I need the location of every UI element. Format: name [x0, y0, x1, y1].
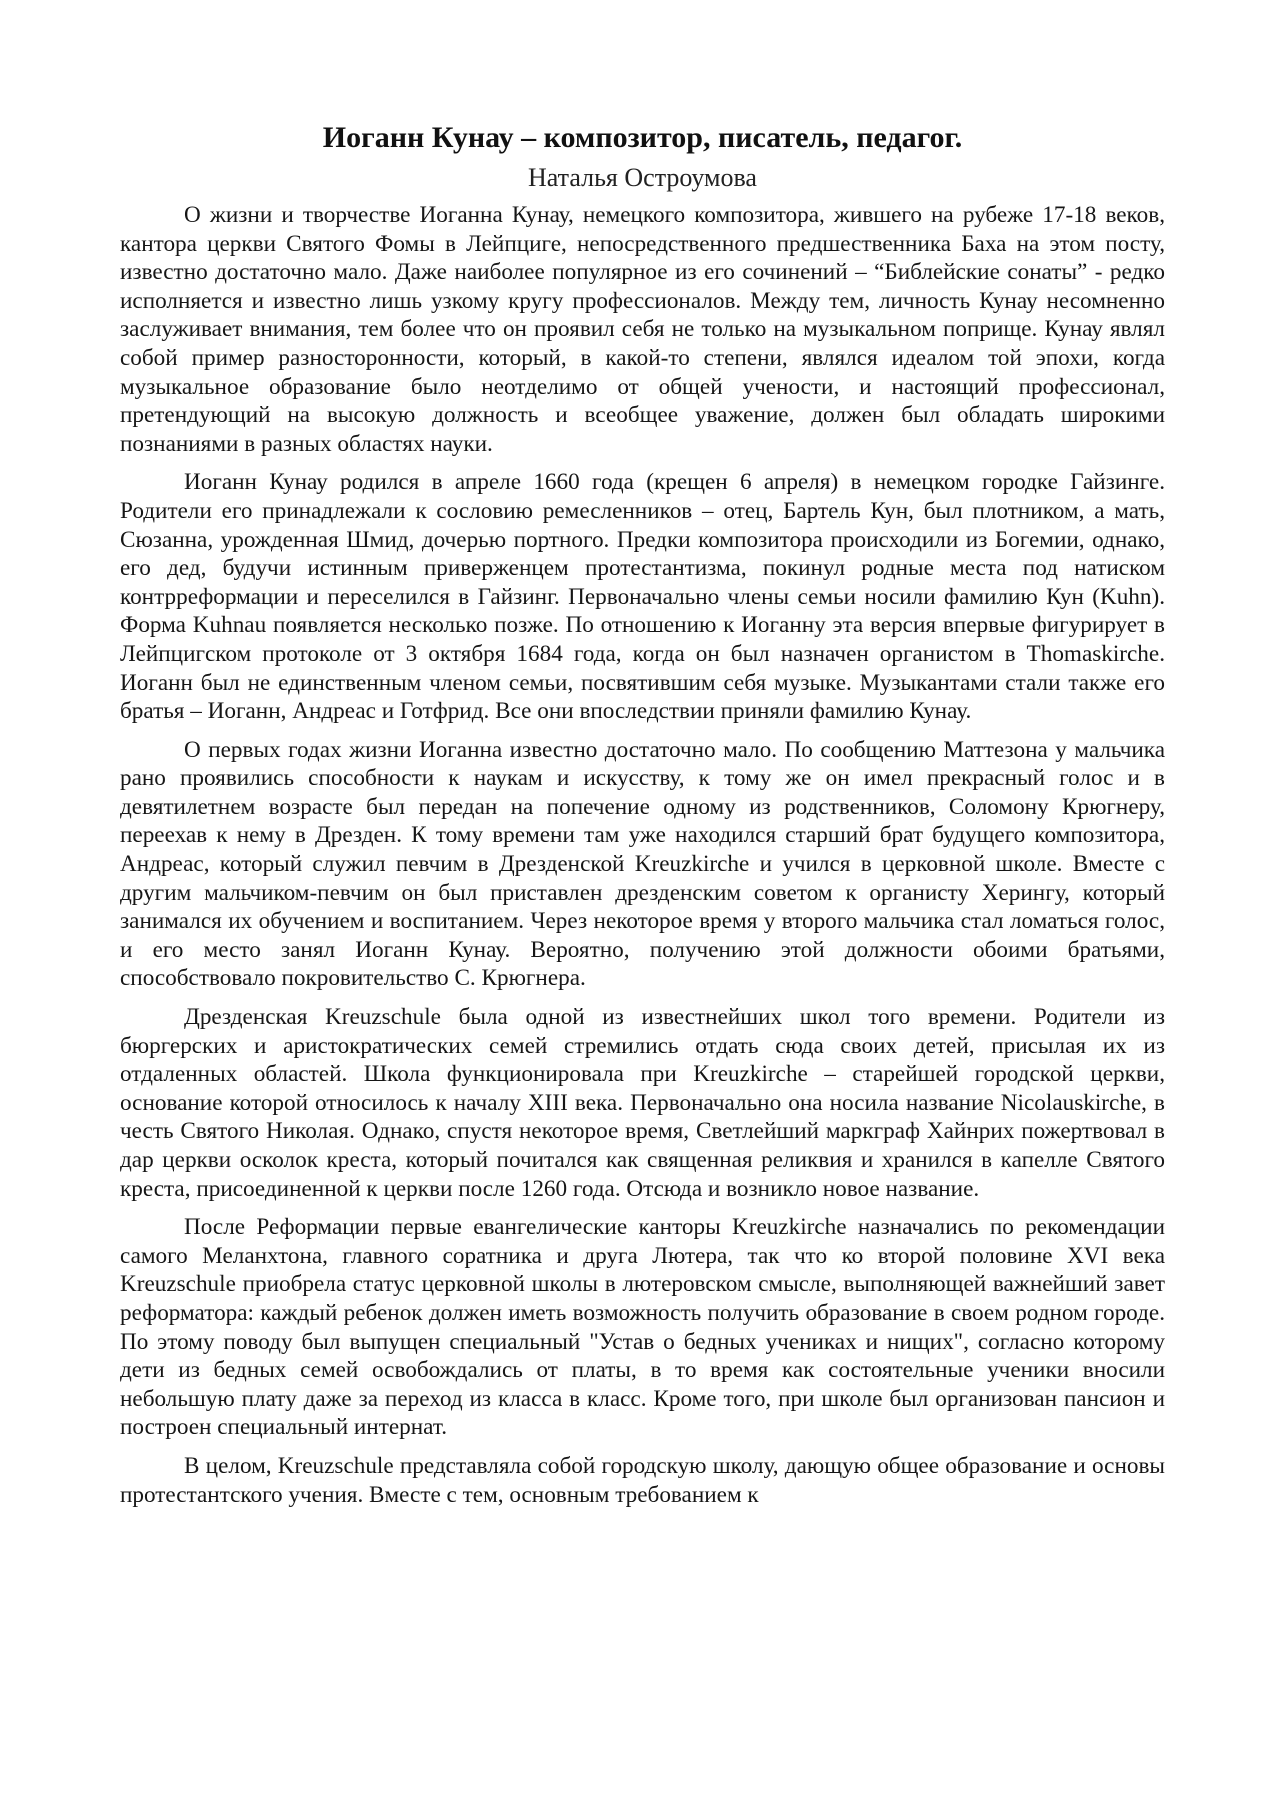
paragraph-4: Дрезденская Kreuzschule была одной из известнейших школ того времени. Родители из бюргерских и аристократических семей стремились отдать сюда своих детей, присылая их из отдаленных областей. Школа функционировала при Kreuzkirche – старейшей городской церкви, основание которой относилось к началу XIII века. Первоначально она носила название Nicolauskirche, в честь Святого Николая. Однако, спустя некоторое время, Светлейший маркграф Хайнрих пожертвовал в дар церкви осколок креста, который почитался как священная реликвия и хранился в капелле Святого креста, присоединенной к церкви после 1260 года. Отсюда и возникло новое название. [120, 1004, 1165, 1202]
document-title: Иоганн Кунау – композитор, писатель, педагог. [322, 121, 963, 154]
paragraph-1: О жизни и творчестве Иоганна Кунау, немецкого композитора, жившего на рубеже 17-18 веков, кантора церкви Святого Фомы в Лейпциге, непосредственного предшественника Баха на этом посту, известно достаточно мало. Даже наиболее популярное из его сочинений – “Библейские сонаты” - редко исполняется и известно лишь узкому кругу профессионалов. Между тем, личность Кунау несомненно заслуживает внимания, тем более что он проявил себя не только на музыкальном поприще. Кунау являл собой пример разносторонности, который, в какой-то степени, являлся идеалом той эпохи, когда музыкальное образование было неотделимо от общей учености, и настоящий профессионал, претендующий на высокую должность и всеобщее уважение, должен был обладать широкими познаниями в разных областях науки. [120, 202, 1165, 457]
paragraph-6: В целом, Kreuzschule представляла собой городскую школу, дающую общее образование и основы протестантского учения. Вместе с тем, основным требованием к [120, 1452, 1165, 1508]
author-name: Наталья Остроумова [528, 163, 757, 192]
document-body [120, 120, 1165, 1519]
paragraph-3: О первых годах жизни Иоганна известно достаточно мало. По сообщению Маттезона у мальчика рано проявились способности к наукам и искусству, к тому же он имел прекрасный голос и в девятилетнем возрасте был передан на попечение одному из родственников, Соломону Крюгнеру, переехав к нему в Дрезден. К тому времени там уже находился старший брат будущего композитора, Андреас, который служил певчим в Дрезденской Kreuzkirche и учился в церковной школе. Вместе с другим мальчиком-певчим он был приставлен дрезденским советом к органисту Херингу, который занимался их обучением и воспитанием. Через некоторое время у второго мальчика стал ломаться голос, и его место занял Иоганн Кунау. Вероятно, получению этой должности обоими братьями, способствовало покровительство С. Крюгнера. [120, 736, 1165, 992]
paragraph-5: После Реформации первые евангелические канторы Kreuzkirche назначались по рекомендации самого Меланхтона, главного соратника и друга Лютера, так что ко второй половине XVI века Kreuzschule приобрела статус церковной школы в лютеровском смысле, выполняющей важнейший завет реформатора: каждый ребенок должен иметь возможность получить образование в своем родном городе. По этому поводу был выпущен специальный "Устав о бедных учениках и нищих", согласно которому дети из бедных семей освобождались от платы, в то время как состоятельные ученики вносили небольшую плату даже за переход из класса в класс. Кроме того, при школе был организован пансион и построен специальный интернат. [120, 1214, 1165, 1441]
paragraph-2: Иоганн Кунау родился в апреле 1660 года (крещен 6 апреля) в немецком городке Гайзинге. Родители его принадлежали к сословию ремесленников – отец, Бартель Кун, был плотником, а мать, Сюзанна, урожденная Шмид, дочерью портного. Предки композитора происходили из Богемии, однако, его дед, будучи истинным приверженцем протестантизма, покинул родные места под натиском контрреформации и переселился в Гайзинг. Первоначально члены семьи носили фамилию Кун (Kuhn). Форма Kuhnau появляется несколько позже. По отношению к Иоганну эта версия впервые фигурирует в Лейпцигском протоколе от 3 октября 1684 года, когда он был назначен органистом в Thomaskirche. Иоганн был не единственным членом семьи, посвятившим себя музыке. Музыкантами стали также его братья – Иоганн, Андреас и Готфрид. Все они впоследствии приняли фамилию Кунау. [120, 469, 1165, 725]
